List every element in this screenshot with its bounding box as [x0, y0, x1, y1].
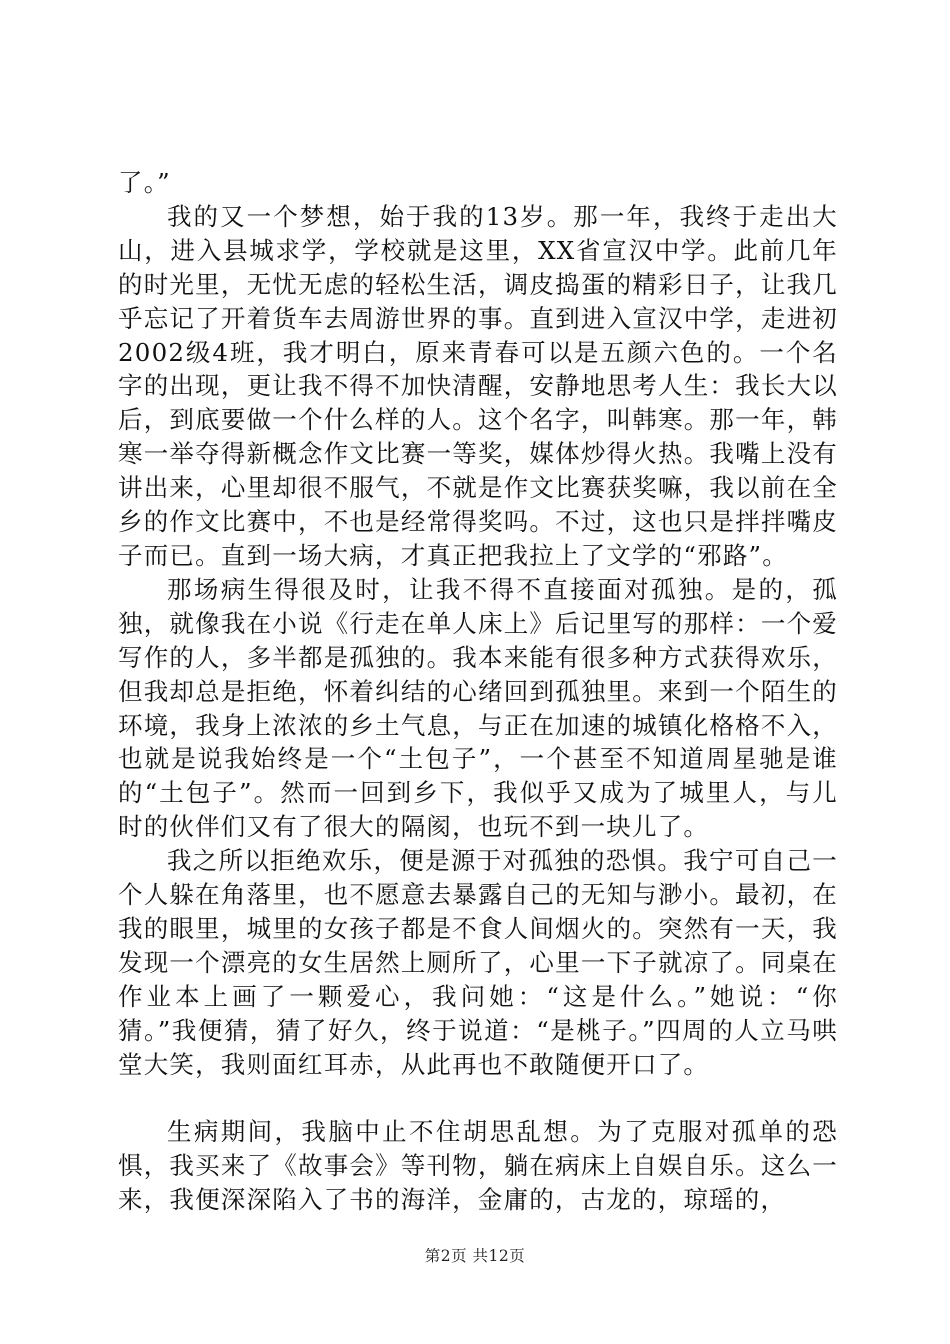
page-number-footer: 第2页 共12页 [424, 1247, 526, 1265]
body-text [118, 166, 838, 1217]
paragraph-dream-age-13: 我的又一个梦想，始于我的13岁。那一年，我终于走出大山，进入县城求学，学校就是这里，XX省宣汉中学。此前几年的时光里，无忧无虑的轻松生活，调皮捣蛋的精彩日子，让我几乎忘记了开着货车去周游世界的事。直到进入宣汉中学，走进初2002级4班，我才明白，原来青春可以是五颜六色的。一个名字的出现，更让我不得不加快清醒，安静地思考人生：我长大以后，到底要做一个什么样的人。这个名字，叫韩寒。那一年，韩寒一举夺得新概念作文比赛一等奖，媒体炒得火热。我嘴上没有讲出来，心里却很不服气，不就是作文比赛获奖嘛，我以前在全乡的作文比赛中，不也是经常得奖吗。不过，这也只是拌拌嘴皮子而已。直到一场大病，才真正把我拉上了文学的“邪路”。 [118, 201, 838, 570]
paragraph-continuation: 了。” [118, 168, 171, 197]
paragraph-gap [118, 1081, 838, 1115]
paragraph-fear-of-loneliness: 我之所以拒绝欢乐，便是源于对孤独的恐惧。我宁可自己一个人躲在角落里，也不愿意去暴露自己的无知与渺小。最初，在我的眼里，城里的女孩子都是不食人间烟火的。突然有一天，我发现一个漂亮的女生居然上厕所了，心里一下子就凉了。同桌在作业本上画了一颗爱心，我问她：“这是什么。”她说：“你猜。”我便猜，猜了好久，终于说道：“是桃子。”四周的人立马哄堂大笑，我则面红耳赤，从此再也不敢随便开口了。 [118, 846, 838, 1079]
paragraph-reading-during-illness: 生病期间，我脑中止不住胡思乱想。为了克服对孤单的恐惧，我买来了《故事会》等刊物，躺在病床上自娱自乐。这么一来，我便深深陷入了书的海洋，金庸的，古龙的，琼瑶的， [118, 1117, 838, 1215]
paragraph-illness-loneliness: 那场病生得很及时，让我不得不直接面对孤独。是的，孤独，就像我在小说《行走在单人床上》后记里写的那样：一个爱写作的人，多半都是孤独的。我本来能有很多种方式获得欢乐，但我却总是拒绝，怀着纠结的心绪回到孤独里。来到一个陌生的环境，我身上浓浓的乡土气息，与正在加速的城镇化格格不入，也就是说我始终是一个“土包子”，一个甚至不知道周星驰是谁的“土包子”。然而一回到乡下，我似乎又成为了城里人，与儿时的伙伴们又有了很大的隔阂，也玩不到一块儿了。 [118, 574, 838, 842]
